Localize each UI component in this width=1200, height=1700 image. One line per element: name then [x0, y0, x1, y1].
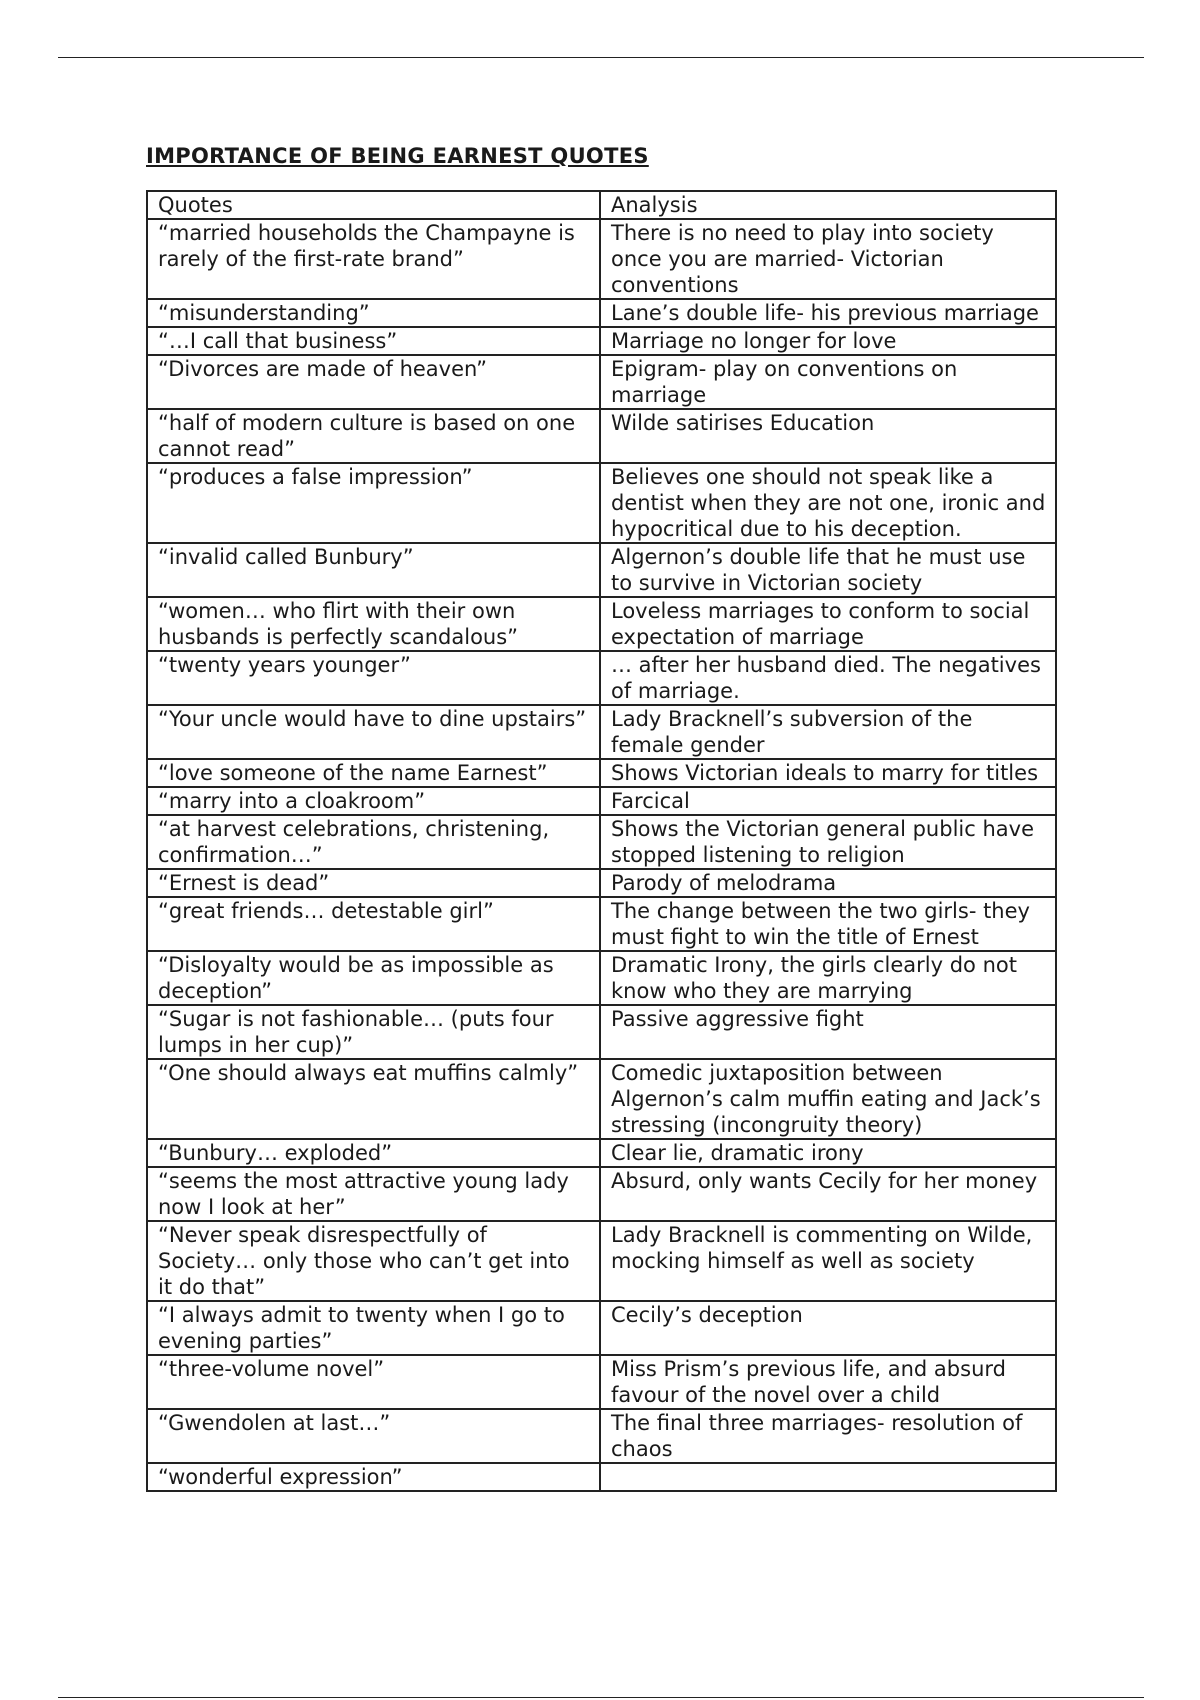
analysis-cell: Marriage no longer for love — [600, 327, 1056, 355]
quote-cell: “Sugar is not fashionable… (puts four lumps in her cup)” — [147, 1005, 600, 1059]
table-row — [147, 355, 1056, 409]
table-row — [147, 327, 1056, 355]
quote-cell: “three-volume novel” — [147, 1355, 600, 1409]
quote-cell: “great friends… detestable girl” — [147, 897, 600, 951]
table-row — [147, 597, 1056, 651]
quote-cell: “Bunbury… exploded” — [147, 1139, 600, 1167]
quote-cell: “produces a false impression” — [147, 463, 600, 543]
analysis-cell — [600, 1463, 1056, 1491]
quote-cell: “Divorces are made of heaven” — [147, 355, 600, 409]
quotes-table — [146, 190, 1057, 1492]
analysis-cell: Epigram- play on conventions on marriage — [600, 355, 1056, 409]
column-header-analysis: Analysis — [600, 191, 1056, 219]
table-row — [147, 651, 1056, 705]
quote-cell: “women… who flirt with their own husbands is perfectly scandalous” — [147, 597, 600, 651]
table-header-row — [147, 191, 1056, 219]
quote-cell: “Ernest is dead” — [147, 869, 600, 897]
analysis-cell: Lady Bracknell’s subversion of the female gender — [600, 705, 1056, 759]
analysis-cell: … after her husband died. The negatives of marriage. — [600, 651, 1056, 705]
table-row — [147, 815, 1056, 869]
analysis-cell: The final three marriages- resolution of chaos — [600, 1409, 1056, 1463]
table-row — [147, 1005, 1056, 1059]
footer-rule — [58, 1697, 1144, 1698]
analysis-cell: Farcical — [600, 787, 1056, 815]
analysis-cell: Comedic juxtaposition between Algernon’s calm muffin eating and Jack’s stressing (incongruity theory) — [600, 1059, 1056, 1139]
quote-cell: “half of modern culture is based on one cannot read” — [147, 409, 600, 463]
table-row — [147, 543, 1056, 597]
table-row — [147, 1221, 1056, 1301]
analysis-cell: Algernon’s double life that he must use to survive in Victorian society — [600, 543, 1056, 597]
quote-cell: “wonderful expression” — [147, 1463, 600, 1491]
quote-cell: “seems the most attractive young lady now I look at her” — [147, 1167, 600, 1221]
quote-cell: “married households the Champayne is rarely of the first-rate brand” — [147, 219, 600, 299]
analysis-cell: Wilde satirises Education — [600, 409, 1056, 463]
table-row — [147, 1301, 1056, 1355]
quote-cell: “at harvest celebrations, christening, confirmation…” — [147, 815, 600, 869]
table-row — [147, 1059, 1056, 1139]
quote-cell: “Never speak disrespectfully of Society… only those who can’t get into it do that” — [147, 1221, 600, 1301]
table-row — [147, 463, 1056, 543]
analysis-cell: Dramatic Irony, the girls clearly do not know who they are marrying — [600, 951, 1056, 1005]
quote-cell: “Gwendolen at last…” — [147, 1409, 600, 1463]
quote-cell: “twenty years younger” — [147, 651, 600, 705]
quote-cell: “Your uncle would have to dine upstairs” — [147, 705, 600, 759]
quote-cell: “marry into a cloakroom” — [147, 787, 600, 815]
analysis-cell: Shows the Victorian general public have stopped listening to religion — [600, 815, 1056, 869]
table-row — [147, 1139, 1056, 1167]
table-row — [147, 299, 1056, 327]
quote-cell: “One should always eat muffins calmly” — [147, 1059, 600, 1139]
quote-cell: “…I call that business” — [147, 327, 600, 355]
quote-cell: “misunderstanding” — [147, 299, 600, 327]
analysis-cell: Clear lie, dramatic irony — [600, 1139, 1056, 1167]
analysis-cell: The change between the two girls- they must fight to win the title of Ernest — [600, 897, 1056, 951]
analysis-cell: Believes one should not speak like a dentist when they are not one, ironic and hypocritical due to his deception. — [600, 463, 1056, 543]
table-row — [147, 409, 1056, 463]
analysis-cell: Lane’s double life- his previous marriage — [600, 299, 1056, 327]
analysis-cell: Cecily’s deception — [600, 1301, 1056, 1355]
quote-cell: “I always admit to twenty when I go to evening parties” — [147, 1301, 600, 1355]
table-row — [147, 897, 1056, 951]
analysis-cell: Lady Bracknell is commenting on Wilde, mocking himself as well as society — [600, 1221, 1056, 1301]
quote-cell: “invalid called Bunbury” — [147, 543, 600, 597]
quote-cell: “Disloyalty would be as impossible as deception” — [147, 951, 600, 1005]
table-row — [147, 1355, 1056, 1409]
table-row — [147, 1463, 1056, 1491]
table-row — [147, 869, 1056, 897]
table-row — [147, 1409, 1056, 1463]
analysis-cell: Miss Prism’s previous life, and absurd favour of the novel over a child — [600, 1355, 1056, 1409]
analysis-cell: Absurd, only wants Cecily for her money — [600, 1167, 1056, 1221]
document-title: IMPORTANCE OF BEING EARNEST QUOTES — [146, 144, 649, 168]
table-row — [147, 1167, 1056, 1221]
table-row — [147, 951, 1056, 1005]
analysis-cell: Loveless marriages to conform to social expectation of marriage — [600, 597, 1056, 651]
table-row — [147, 759, 1056, 787]
column-header-quotes: Quotes — [147, 191, 600, 219]
quote-cell: “love someone of the name Earnest” — [147, 759, 600, 787]
header-rule — [58, 57, 1144, 58]
table-row — [147, 787, 1056, 815]
analysis-cell: There is no need to play into society once you are married- Victorian conventions — [600, 219, 1056, 299]
analysis-cell: Shows Victorian ideals to marry for titles — [600, 759, 1056, 787]
table-row — [147, 705, 1056, 759]
analysis-cell: Parody of melodrama — [600, 869, 1056, 897]
table-row — [147, 219, 1056, 299]
analysis-cell: Passive aggressive fight — [600, 1005, 1056, 1059]
